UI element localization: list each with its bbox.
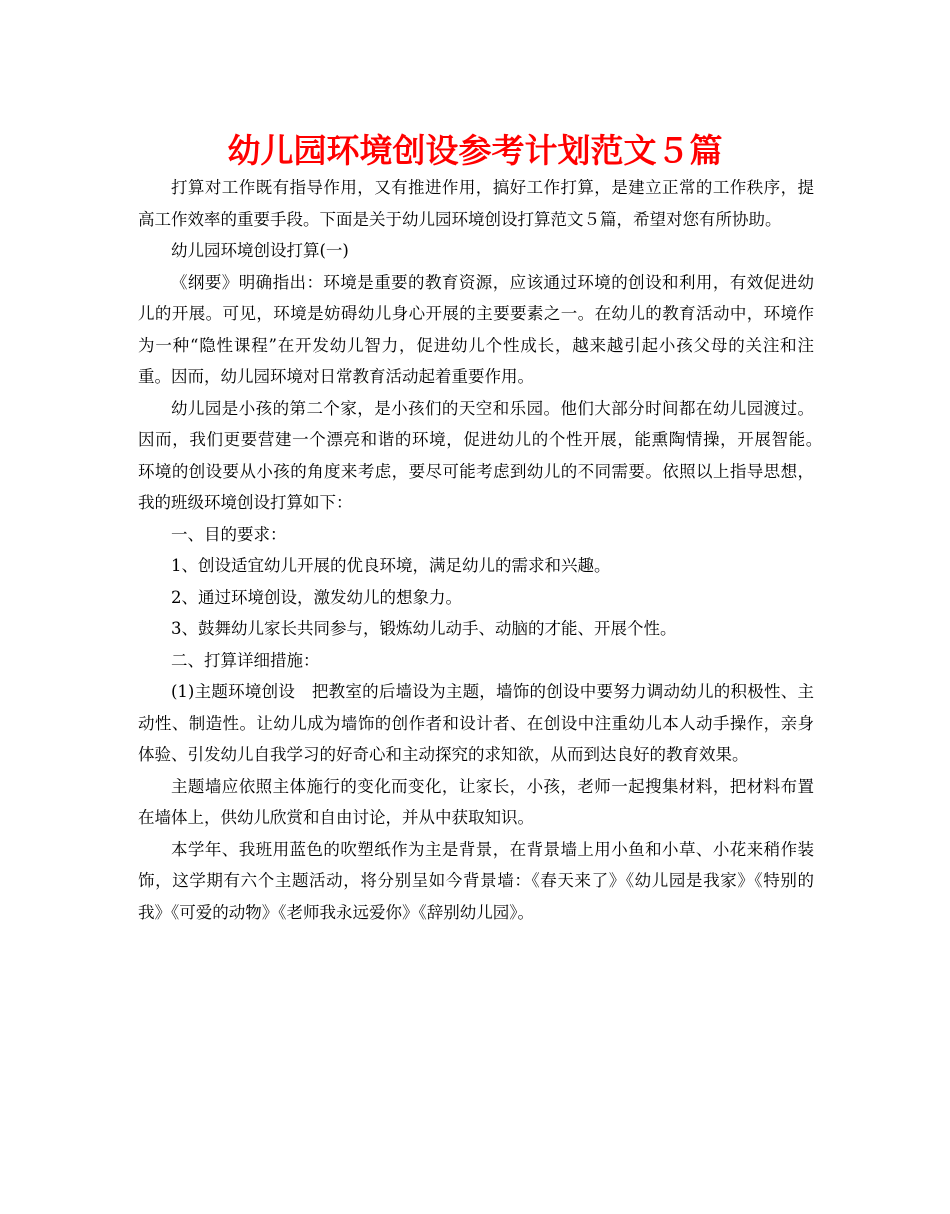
section-heading-plan-1: 幼儿园环境创设打算(一) xyxy=(171,241,349,260)
list-item-goal-2: 2、通过环境创设，激发幼儿的想象力。 xyxy=(171,587,462,607)
paragraph-intro: 打算对工作既有指导作用，又有推进作用，搞好工作打算，是建立正常的工作秩序，提高工作效率的重要手段。下面是关于幼儿园环境创设打算范文５篇，希望对您有所协助。 xyxy=(138,178,814,229)
list-item-goal-3: 3、鼓舞幼儿家长共同参与，锻炼幼儿动手、动脑的才能、开展个性。 xyxy=(171,619,677,638)
document-title: 幼儿园环境创设参考计划范文５篇 xyxy=(227,131,723,170)
section-heading-measures: 二、打算详细措施： xyxy=(171,650,320,670)
section-heading-goals: 一、目的要求： xyxy=(171,524,287,544)
paragraph-school-year: 本学年、我班用蓝色的吹塑纸作为主是背景，在背景墙上用小鱼和小草、小花来稍作装饰，这学期有六个主题活动，将分别呈如今背景墙：《春天来了》《幼儿园是我家》《特别的我》《可爱的动物》《老师我永远爱你》《辞别幼儿园》。 xyxy=(138,839,814,922)
paragraph-theme-wall: 主题墙应依照主体施行的变化而变化，让家长，小孩，老师一起搜集材料，把材料布置在墙体上，供幼儿欣赏和自由讨论，并从中获取知识。 xyxy=(138,776,814,827)
document-body xyxy=(138,172,831,928)
paragraph-kindergarten-home: 幼儿园是小孩的第二个家，是小孩们的天空和乐园。他们大部分时间都在幼儿园渡过。因而，我们更要营建一个漂亮和谐的环境，促进幼儿的个性开展，能熏陶情操，开展智能。 环境的创设要从小孩的角度来考虑，要尽可能考虑到幼儿的不同需要。依照以上指导思想，我的班级环境创设打算如下： xyxy=(138,398,831,512)
paragraph-outline: 《纲要》明确指出：环境是重要的教育资源，应该通过环境的创设和利用，有效促进幼儿的开展。可见，环境是妨碍幼儿身心开展的主要要素之一。在幼儿的教育活动中，环境作为一种“隐性课程”在开发幼儿智力，促进幼儿个性成长，越来越引起小孩父母的关注和注重。因而，幼儿园环境对日常教育活动起着重要作用。 xyxy=(138,272,814,386)
list-item-goal-1: 1、创设适宜幼儿开展的优良环境，满足幼儿的需求和兴趣。 xyxy=(171,556,611,575)
paragraph-theme-environment: (1)主题环境创设 把教室的后墙设为主题，墙饰的创设中要努力调动幼儿的积极性、主动性、制造性。让幼儿成为墙饰的创作者和设计者、在创设中注重幼儿本人动手操作，亲身体验、引发幼儿自我学习的好奇心和主动探究的求知欲，从而到达良好的教育效果。 xyxy=(138,682,814,764)
